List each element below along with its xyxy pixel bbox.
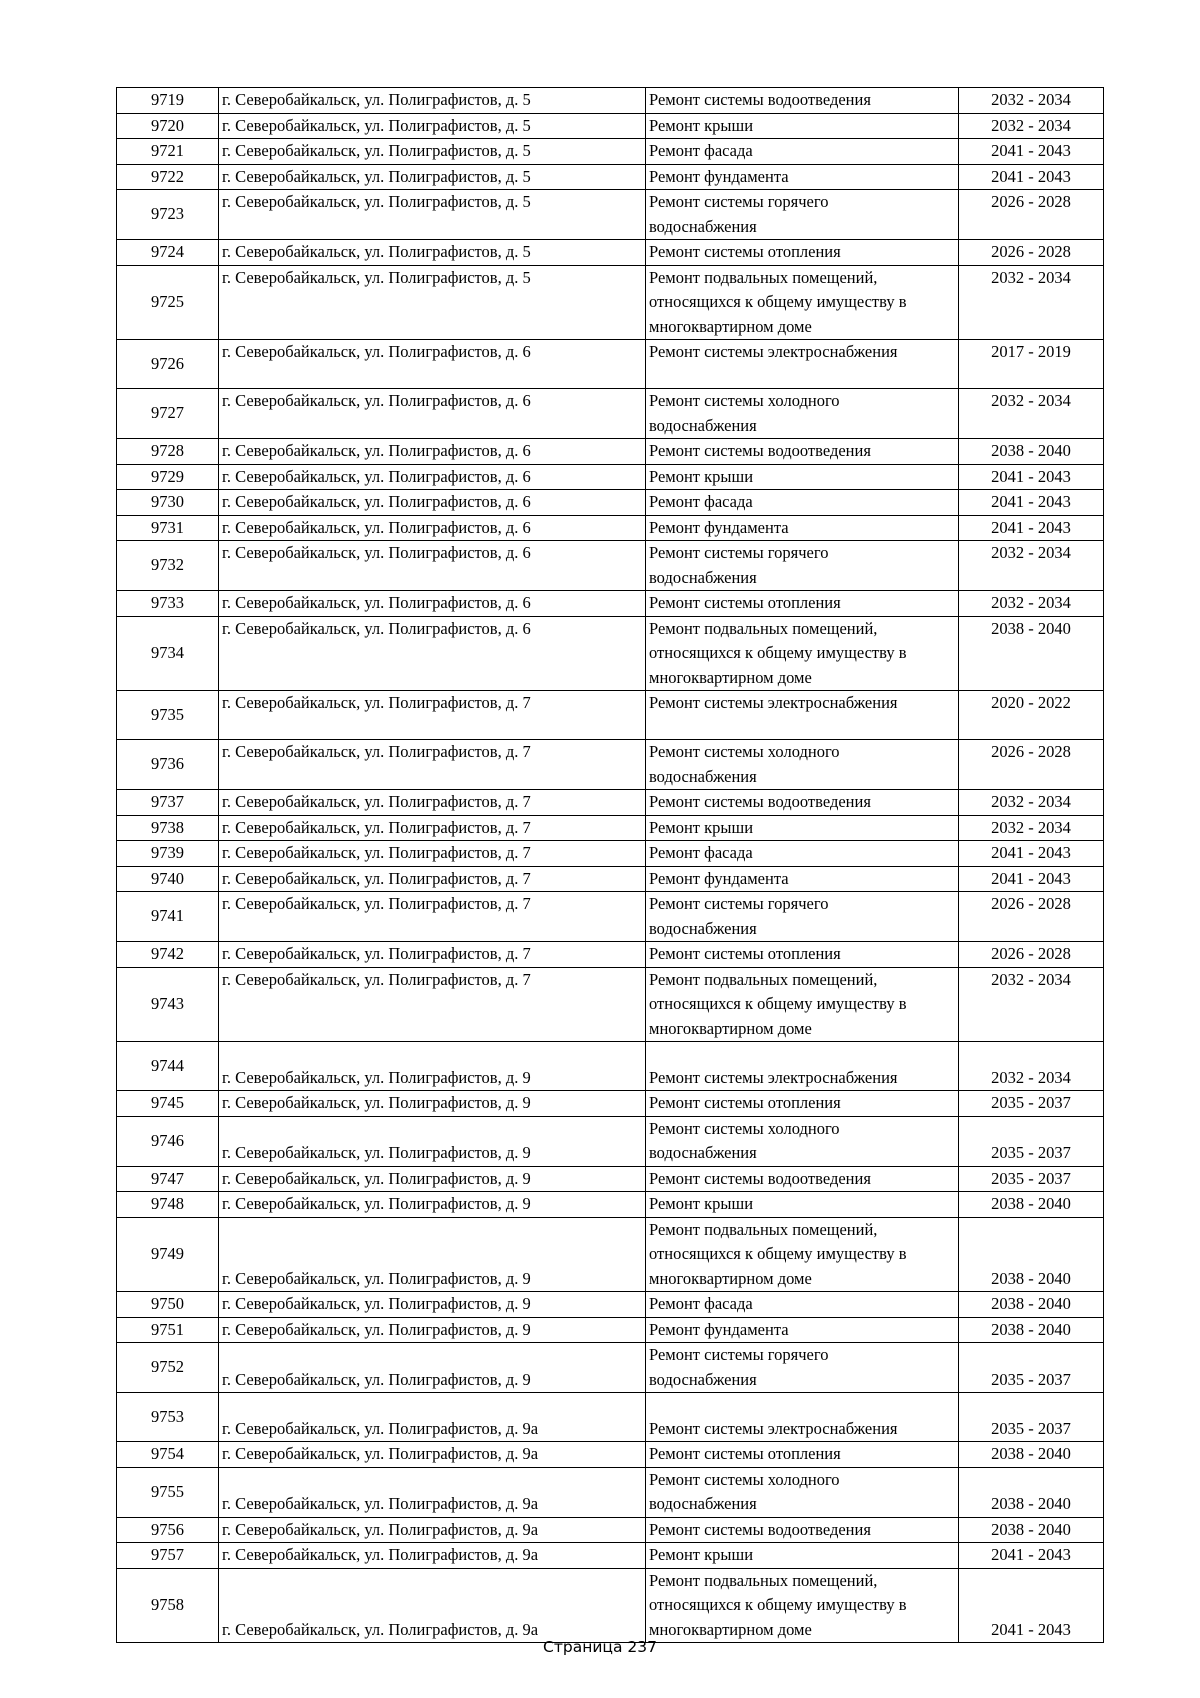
work-type-line: Ремонт системы отопления [649,593,841,612]
table-row [117,616,1104,691]
table-row [117,1116,1104,1166]
address-cell: г. Северобайкальск, ул. Полиграфистов, д. 6 [219,591,646,617]
period-cell: 2032 - 2034 [959,1042,1104,1091]
period-cell: 2026 - 2028 [959,240,1104,266]
work-type-line: Ремонт системы холодного [649,1118,840,1138]
row-number-cell: 9754 [117,1442,219,1468]
work-type-line: Ремонт крыши [649,466,754,486]
period-cell: 2038 - 2040 [959,1217,1104,1292]
table-row [117,892,1104,942]
table-row [117,967,1104,1042]
work-type-cell [646,892,959,942]
work-type-cell [646,866,959,892]
address-cell: г. Северобайкальск, ул. Полиграфистов, д. 9а [219,1543,646,1569]
table-row [117,515,1104,541]
table-row [117,240,1104,266]
row-number-cell: 9728 [117,439,219,465]
row-number-cell: 9741 [117,892,219,942]
work-type-cell [646,1517,959,1543]
row-number-cell: 9734 [117,616,219,691]
work-type-line: Ремонт подвальных помещений, [649,267,878,287]
work-type-line: Ремонт системы отопления [649,1093,841,1112]
work-type-line: многоквартирном доме [649,316,812,336]
work-type-line: Ремонт системы водоотведения [649,1168,871,1188]
row-number-cell: 9753 [117,1393,219,1442]
row-number-cell: 9726 [117,340,219,389]
period-cell: 2038 - 2040 [959,1467,1104,1517]
work-type-cell [646,1543,959,1569]
row-number-cell: 9719 [117,88,219,114]
row-number-cell: 9746 [117,1116,219,1166]
period-cell: 2032 - 2034 [959,541,1104,591]
period-cell: 2041 - 2043 [959,464,1104,490]
work-type-line: Ремонт системы горячего [649,1345,829,1364]
row-number-cell: 9735 [117,691,219,740]
table-row [117,1292,1104,1318]
row-number-cell: 9742 [117,942,219,968]
work-type-line: Ремонт фундамента [649,868,789,888]
row-number-cell: 9744 [117,1042,219,1091]
period-cell: 2035 - 2037 [959,1393,1104,1442]
work-type-cell [646,1467,959,1517]
period-cell: 2035 - 2037 [959,1091,1104,1117]
table-row [117,1192,1104,1218]
address-cell: г. Северобайкальск, ул. Полиграфистов, д. 9а [219,1568,646,1643]
period-cell: 2038 - 2040 [959,1292,1104,1318]
work-type-line: водоснабжения [649,766,757,786]
period-cell: 2041 - 2043 [959,1568,1104,1643]
period-cell: 2035 - 2037 [959,1343,1104,1393]
work-type-cell [646,790,959,816]
period-cell: 2041 - 2043 [959,1543,1104,1569]
work-type-line: Ремонт фундамента [649,517,789,537]
address-cell: г. Северобайкальск, ул. Полиграфистов, д. 6 [219,389,646,439]
period-cell: 2026 - 2028 [959,942,1104,968]
address-cell: г. Северобайкальск, ул. Полиграфистов, д. 9а [219,1393,646,1442]
work-type-line: Ремонт системы водоотведения [649,1519,871,1539]
work-type-cell [646,464,959,490]
address-cell: г. Северобайкальск, ул. Полиграфистов, д. 5 [219,88,646,114]
work-type-line: водоснабжения [649,918,757,938]
address-cell: г. Северобайкальск, ул. Полиграфистов, д. 9 [219,1343,646,1393]
address-cell: г. Северобайкальск, ул. Полиграфистов, д. 7 [219,967,646,1042]
row-number-cell: 9751 [117,1317,219,1343]
row-number-cell: 9749 [117,1217,219,1292]
table-row [117,164,1104,190]
work-type-line: Ремонт системы водоотведения [649,90,871,109]
table-row [117,340,1104,389]
work-type-line: Ремонт фасада [649,843,753,862]
address-cell: г. Северобайкальск, ул. Полиграфистов, д. 7 [219,841,646,867]
table-row [117,88,1104,114]
work-type-line: Ремонт крыши [649,115,754,135]
period-cell: 2038 - 2040 [959,1442,1104,1468]
work-type-line: Ремонт системы водоотведения [649,441,871,460]
row-number-cell: 9721 [117,139,219,165]
address-cell: г. Северобайкальск, ул. Полиграфистов, д. 5 [219,240,646,266]
address-cell: г. Северобайкальск, ул. Полиграфистов, д. 9 [219,1192,646,1218]
table-row [117,1517,1104,1543]
work-type-cell [646,1217,959,1292]
table-row [117,740,1104,790]
address-cell: г. Северобайкальск, ул. Полиграфистов, д. 9 [219,1166,646,1192]
work-type-line: многоквартирном доме [649,1268,812,1288]
period-cell: 2026 - 2028 [959,740,1104,790]
work-type-cell [646,139,959,165]
address-cell: г. Северобайкальск, ул. Полиграфистов, д. 5 [219,139,646,165]
period-cell: 2038 - 2040 [959,1517,1104,1543]
table-row [117,1467,1104,1517]
work-type-cell [646,340,959,389]
work-type-cell [646,265,959,340]
table-row [117,1343,1104,1393]
work-type-line: водоснабжения [649,567,757,587]
period-cell: 2041 - 2043 [959,515,1104,541]
work-type-line: Ремонт системы электроснабжения [649,1067,898,1087]
work-type-cell [646,1292,959,1318]
work-type-line: Ремонт фасада [649,1294,753,1313]
work-type-line: относящихся к общему имуществу в [649,1244,907,1263]
period-cell: 2041 - 2043 [959,490,1104,516]
table-row [117,1393,1104,1442]
work-type-line: Ремонт крыши [649,817,754,837]
period-cell: 2038 - 2040 [959,616,1104,691]
period-cell: 2035 - 2037 [959,1116,1104,1166]
table-row [117,139,1104,165]
work-type-cell [646,815,959,841]
row-number-cell: 9745 [117,1091,219,1117]
work-type-cell [646,190,959,240]
period-cell: 2032 - 2034 [959,815,1104,841]
row-number-cell: 9750 [117,1292,219,1318]
table-row [117,1317,1104,1343]
table-row [117,1568,1104,1643]
table-row [117,389,1104,439]
address-cell: г. Северобайкальск, ул. Полиграфистов, д. 6 [219,340,646,389]
work-type-line: относящихся к общему имуществу в [649,643,907,662]
address-cell: г. Северобайкальск, ул. Полиграфистов, д. 7 [219,790,646,816]
work-type-cell [646,691,959,740]
work-type-line: Ремонт системы холодного [649,1469,840,1489]
period-cell: 2035 - 2037 [959,1166,1104,1192]
row-number-cell: 9738 [117,815,219,841]
work-type-line: Ремонт системы отопления [649,242,841,261]
work-type-line: водоснабжения [649,415,757,435]
work-type-line: Ремонт подвальных помещений, [649,1219,878,1239]
row-number-cell: 9729 [117,464,219,490]
address-cell: г. Северобайкальск, ул. Полиграфистов, д. 9 [219,1116,646,1166]
address-cell: г. Северобайкальск, ул. Полиграфистов, д. 9 [219,1042,646,1091]
period-cell: 2041 - 2043 [959,866,1104,892]
period-cell: 2032 - 2034 [959,790,1104,816]
address-cell: г. Северобайкальск, ул. Полиграфистов, д. 5 [219,164,646,190]
work-type-line: Ремонт системы водоотведения [649,792,871,811]
work-type-line: относящихся к общему имуществу в [649,292,907,311]
work-type-line: Ремонт системы горячего [649,543,829,562]
address-cell: г. Северобайкальск, ул. Полиграфистов, д. 6 [219,541,646,591]
table-row [117,866,1104,892]
page-number-label: Страница 237 [543,1638,657,1656]
period-cell: 2032 - 2034 [959,389,1104,439]
table-row [117,1217,1104,1292]
period-cell: 2032 - 2034 [959,265,1104,340]
work-type-line: многоквартирном доме [649,1018,812,1038]
row-number-cell: 9739 [117,841,219,867]
work-type-cell [646,1042,959,1091]
table-row [117,541,1104,591]
table-row [117,1042,1104,1091]
period-cell: 2026 - 2028 [959,190,1104,240]
work-type-line: многоквартирном доме [649,667,812,687]
address-cell: г. Северобайкальск, ул. Полиграфистов, д. 7 [219,691,646,740]
row-number-cell: 9730 [117,490,219,516]
period-cell: 2041 - 2043 [959,139,1104,165]
address-cell: г. Северобайкальск, ул. Полиграфистов, д. 9а [219,1467,646,1517]
table-body [117,88,1104,1643]
row-number-cell: 9723 [117,190,219,240]
work-type-line: Ремонт системы отопления [649,1444,841,1463]
work-type-line: Ремонт крыши [649,1194,754,1213]
work-type-cell [646,490,959,516]
work-type-cell [646,1192,959,1218]
address-cell: г. Северобайкальск, ул. Полиграфистов, д. 6 [219,464,646,490]
page-footer [0,1638,1200,1656]
table-row [117,113,1104,139]
work-type-cell [646,1568,959,1643]
work-type-cell [646,1343,959,1393]
period-cell: 2038 - 2040 [959,439,1104,465]
work-type-cell [646,1317,959,1343]
row-number-cell: 9757 [117,1543,219,1569]
work-type-cell [646,88,959,114]
work-type-cell [646,389,959,439]
address-cell: г. Северобайкальск, ул. Полиграфистов, д. 9 [219,1091,646,1117]
table-row [117,815,1104,841]
table-row [117,490,1104,516]
work-type-cell [646,515,959,541]
work-type-cell [646,1442,959,1468]
work-type-cell [646,591,959,617]
row-number-cell: 9725 [117,265,219,340]
row-number-cell: 9732 [117,541,219,591]
work-type-line: Ремонт системы горячего [649,894,829,913]
address-cell: г. Северобайкальск, ул. Полиграфистов, д. 6 [219,515,646,541]
row-number-cell: 9756 [117,1517,219,1543]
address-cell: г. Северобайкальск, ул. Полиграфистов, д. 5 [219,190,646,240]
period-cell: 2038 - 2040 [959,1192,1104,1218]
period-cell: 2032 - 2034 [959,591,1104,617]
work-type-line: многоквартирном доме [649,1619,812,1639]
address-cell: г. Северобайкальск, ул. Полиграфистов, д. 5 [219,265,646,340]
work-type-line: Ремонт системы холодного [649,742,840,761]
table-row [117,691,1104,740]
period-cell: 2041 - 2043 [959,841,1104,867]
period-cell: 2038 - 2040 [959,1317,1104,1343]
address-cell: г. Северобайкальск, ул. Полиграфистов, д. 9 [219,1217,646,1292]
work-type-cell [646,1166,959,1192]
table-row [117,1543,1104,1569]
work-type-cell [646,942,959,968]
work-type-line: Ремонт системы электроснабжения [649,693,898,712]
table-row [117,190,1104,240]
table-row [117,265,1104,340]
work-type-line: Ремонт системы электроснабжения [649,1418,898,1438]
work-type-line: Ремонт фундамента [649,166,789,186]
work-type-cell [646,967,959,1042]
period-cell: 2020 - 2022 [959,691,1104,740]
row-number-cell: 9722 [117,164,219,190]
row-number-cell: 9748 [117,1192,219,1218]
period-cell: 2026 - 2028 [959,892,1104,942]
row-number-cell: 9740 [117,866,219,892]
work-type-cell [646,616,959,691]
period-cell: 2032 - 2034 [959,113,1104,139]
work-type-line: водоснабжения [649,1369,757,1389]
work-type-line: водоснабжения [649,216,757,236]
work-type-cell [646,740,959,790]
row-number-cell: 9752 [117,1343,219,1393]
work-type-line: Ремонт подвальных помещений, [649,1570,878,1590]
period-cell: 2041 - 2043 [959,164,1104,190]
row-number-cell: 9755 [117,1467,219,1517]
table-row [117,1166,1104,1192]
period-cell: 2032 - 2034 [959,88,1104,114]
row-number-cell: 9747 [117,1166,219,1192]
work-type-line: Ремонт фасада [649,141,753,160]
row-number-cell: 9733 [117,591,219,617]
table-row [117,790,1104,816]
row-number-cell: 9736 [117,740,219,790]
address-cell: г. Северобайкальск, ул. Полиграфистов, д. 6 [219,439,646,465]
address-cell: г. Северобайкальск, ул. Полиграфистов, д. 9а [219,1442,646,1468]
address-cell: г. Северобайкальск, ул. Полиграфистов, д. 7 [219,740,646,790]
address-cell: г. Северобайкальск, ул. Полиграфистов, д. 7 [219,866,646,892]
work-type-line: Ремонт фасада [649,492,753,511]
period-cell: 2032 - 2034 [959,967,1104,1042]
row-number-cell: 9737 [117,790,219,816]
table-row [117,1091,1104,1117]
table-row [117,591,1104,617]
work-type-line: Ремонт системы холодного [649,391,840,410]
work-type-line: Ремонт подвальных помещений, [649,969,878,989]
row-number-cell: 9743 [117,967,219,1042]
row-number-cell: 9720 [117,113,219,139]
repair-schedule-table [116,87,1104,1643]
address-cell: г. Северобайкальск, ул. Полиграфистов, д. 6 [219,616,646,691]
work-type-cell [646,541,959,591]
work-type-line: Ремонт крыши [649,1545,754,1564]
work-type-line: водоснабжения [649,1494,757,1513]
table-row [117,439,1104,465]
address-cell: г. Северобайкальск, ул. Полиграфистов, д. 9а [219,1517,646,1543]
row-number-cell: 9724 [117,240,219,266]
table-row [117,841,1104,867]
address-cell: г. Северобайкальск, ул. Полиграфистов, д. 6 [219,490,646,516]
work-type-line: водоснабжения [649,1143,757,1162]
work-type-line: относящихся к общему имуществу в [649,1595,907,1614]
work-type-line: Ремонт системы отопления [649,944,841,963]
work-type-cell [646,113,959,139]
row-number-cell: 9731 [117,515,219,541]
address-cell: г. Северобайкальск, ул. Полиграфистов, д. 7 [219,815,646,841]
table-row [117,942,1104,968]
work-type-cell [646,240,959,266]
address-cell: г. Северобайкальск, ул. Полиграфистов, д. 7 [219,892,646,942]
work-type-line: Ремонт системы горячего [649,192,829,211]
work-type-line: Ремонт системы электроснабжения [649,342,898,361]
table-row [117,1442,1104,1468]
row-number-cell: 9758 [117,1568,219,1643]
work-type-cell [646,439,959,465]
address-cell: г. Северобайкальск, ул. Полиграфистов, д. 7 [219,942,646,968]
address-cell: г. Северобайкальск, ул. Полиграфистов, д. 9 [219,1292,646,1318]
work-type-cell [646,164,959,190]
period-cell: 2017 - 2019 [959,340,1104,389]
work-type-line: относящихся к общему имуществу в [649,994,907,1013]
work-type-cell [646,1091,959,1117]
address-cell: г. Северобайкальск, ул. Полиграфистов, д. 5 [219,113,646,139]
address-cell: г. Северобайкальск, ул. Полиграфистов, д. 9 [219,1317,646,1343]
table-row [117,464,1104,490]
work-type-cell [646,1116,959,1166]
work-type-cell [646,841,959,867]
work-type-cell [646,1393,959,1442]
row-number-cell: 9727 [117,389,219,439]
work-type-line: Ремонт подвальных помещений, [649,618,878,638]
work-type-line: Ремонт фундамента [649,1319,789,1339]
